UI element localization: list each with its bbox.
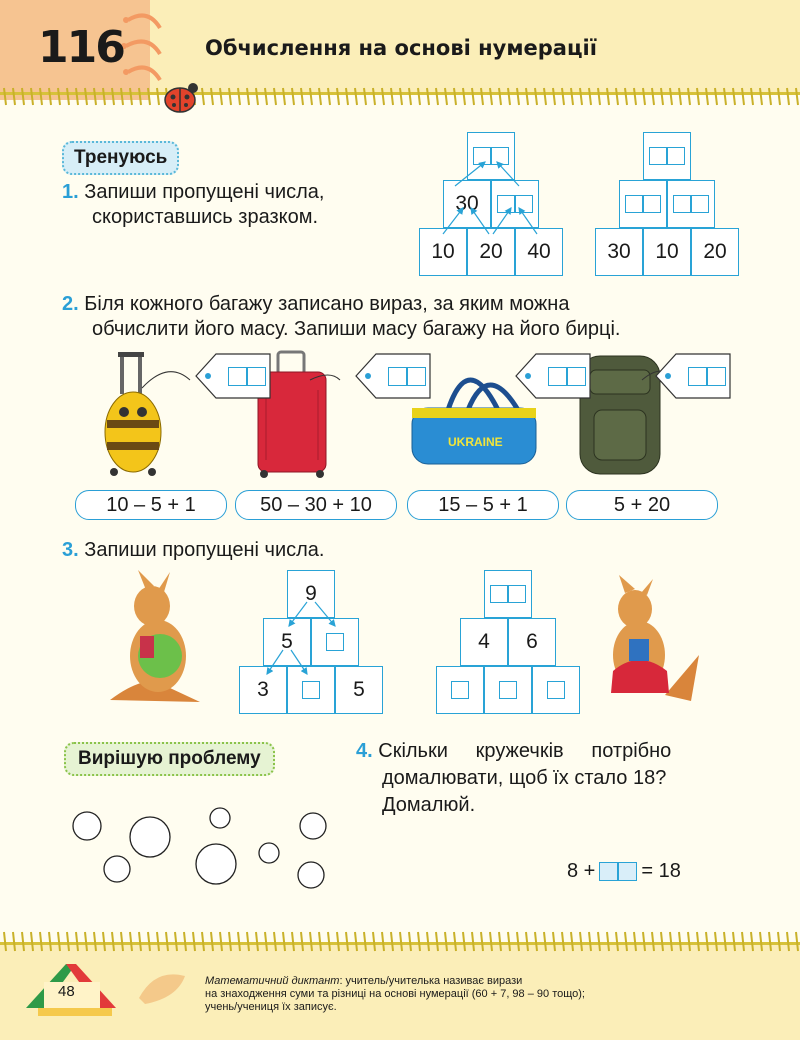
equation-right: = 18 — [641, 860, 681, 882]
task4-number: 4. — [356, 740, 373, 762]
expression-1: 10 – 5 + 1 — [75, 490, 227, 520]
ladybug-icon — [160, 80, 200, 116]
pyramid-1b-mid-right[interactable] — [667, 180, 715, 228]
pyramid-3a-arrows — [239, 590, 383, 690]
equation-answer-box[interactable] — [599, 862, 637, 881]
pyramid-1b-top[interactable] — [643, 132, 691, 180]
task3-text — [62, 538, 324, 563]
pyramid-3b-mid-left: 4 — [460, 618, 508, 666]
task4-line1: Скільки кружечків потрібно — [378, 740, 672, 762]
pyramid-3b-base-left[interactable] — [436, 666, 484, 714]
task4-line3: Домалюй. — [382, 794, 476, 816]
leaf-icon — [135, 968, 190, 1008]
kangaroo-right-image — [595, 575, 705, 710]
pyramid-1a-base-2: 20 — [467, 228, 515, 276]
expression-3: 15 – 5 + 1 — [407, 490, 559, 520]
page-title: Обчислення на основі нумерації — [205, 36, 597, 60]
tag-1-box[interactable] — [228, 367, 266, 386]
bag-brand-text: UKRAINE — [448, 435, 503, 449]
task1-number: 1. — [62, 181, 79, 203]
task2-line1: Біля кожного багажу записано вираз, за яким можна — [84, 293, 570, 315]
task3-number: 3. — [62, 539, 79, 561]
task4-line2: домалювати, щоб їх стало 18? — [382, 767, 667, 789]
task1-line2: скориставшись зразком. — [92, 206, 319, 228]
grass-divider-bottom — [0, 930, 800, 952]
lesson-number: 116 — [38, 22, 124, 73]
equation-left: 8 + — [567, 860, 596, 882]
pyramid-3a-top: 9 — [287, 570, 335, 618]
pyramid-1b-base-2: 10 — [643, 228, 691, 276]
pyramid-3a-mid-left: 5 — [263, 618, 311, 666]
pyramid-1b-base-3: 20 — [691, 228, 739, 276]
pyramid-3a-base-right: 5 — [335, 666, 383, 714]
pyramid-1a-base-3: 40 — [515, 228, 563, 276]
section-problem-label: Вирішую проблему — [64, 742, 275, 776]
pyramid-3b-top[interactable] — [484, 570, 532, 618]
expression-4: 5 + 20 — [566, 490, 718, 520]
pyramid-1a-arrows — [419, 150, 563, 250]
kangaroo-left-image — [100, 570, 220, 710]
note-italic: Математичний диктант — [205, 975, 340, 987]
task1-text — [62, 180, 324, 230]
tag-2-box[interactable] — [388, 367, 426, 386]
tag-3-box[interactable] — [548, 367, 586, 386]
pyramid-1b-base-1: 30 — [595, 228, 643, 276]
note-line2: на знаходження суми та різниці на основі нумерації (60 + 7, 98 – 90 тощо); — [205, 988, 585, 1000]
note-line3: учень/учениця їх записує. — [205, 1001, 337, 1013]
task2-text — [62, 292, 762, 342]
pyramid-1b-mid-left[interactable] — [619, 180, 667, 228]
pyramid-1a-mid-left: 30 — [443, 180, 491, 228]
task4-equation — [567, 860, 681, 883]
pyramid-1a-base-1: 10 — [419, 228, 467, 276]
pyramid-3b-mid-right: 6 — [508, 618, 556, 666]
expression-2: 50 – 30 + 10 — [235, 490, 397, 520]
task2-line2: обчислити його масу. Запиши масу багажу на його бирці. — [92, 318, 621, 340]
section-training-label: Тренуюсь — [62, 141, 179, 175]
task1-line1: Запиши пропущені числа, — [84, 181, 325, 203]
task4-text — [356, 738, 736, 819]
pyramid-3a-base-left: 3 — [239, 666, 287, 714]
circles-drawing — [60, 795, 340, 895]
pyramid-3b-base-mid[interactable] — [484, 666, 532, 714]
page-number: 48 — [58, 983, 75, 1000]
task3-line1: Запиши пропущені числа. — [84, 539, 325, 561]
tag-4-box[interactable] — [688, 367, 726, 386]
footer-note — [205, 975, 765, 1014]
grass-divider-top — [0, 86, 800, 108]
pyramid-3b-base-right[interactable] — [532, 666, 580, 714]
note-line1: : учитель/учителька називає вирази — [339, 975, 523, 987]
task2-number: 2. — [62, 293, 79, 315]
